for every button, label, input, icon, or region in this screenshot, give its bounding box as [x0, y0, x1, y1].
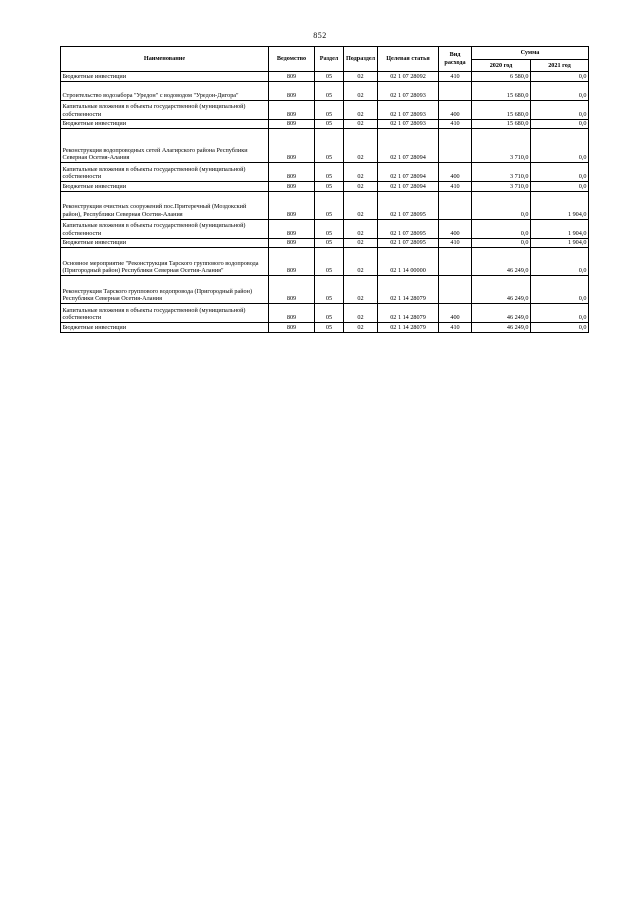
row-section: 05 — [315, 100, 344, 119]
row-expense-type — [439, 81, 472, 100]
row-expense-type — [439, 129, 472, 163]
row-target-article: 02 1 07 28095 — [378, 191, 439, 219]
row-sum-2020: 46 249,0 — [472, 323, 531, 333]
row-sum-2020: 46 249,0 — [472, 304, 531, 323]
row-sum-2021: 0,0 — [531, 129, 589, 163]
header-target-article: Целевая статья — [378, 47, 439, 72]
budget-table — [60, 46, 589, 333]
row-target-article: 02 1 14 28079 — [378, 323, 439, 333]
row-expense-type: 400 — [439, 304, 472, 323]
table-row — [61, 81, 589, 100]
row-target-article: 02 1 07 28095 — [378, 219, 439, 238]
row-expense-type — [439, 248, 472, 276]
row-section: 05 — [315, 182, 344, 192]
row-expense-type: 410 — [439, 182, 472, 192]
header-expense-type: Вид расхода — [439, 47, 472, 72]
header-section: Раздел — [315, 47, 344, 72]
table-row — [61, 238, 589, 248]
row-subsection: 02 — [344, 129, 378, 163]
row-department: 809 — [269, 248, 315, 276]
row-target-article: 02 1 07 28092 — [378, 72, 439, 82]
row-department: 809 — [269, 129, 315, 163]
row-subsection: 02 — [344, 72, 378, 82]
row-name: Капитальные вложения в объекты государственной (муниципальной) собственности — [61, 163, 269, 182]
row-subsection: 02 — [344, 163, 378, 182]
row-department: 809 — [269, 119, 315, 129]
row-name: Бюджетные инвестиции — [61, 182, 269, 192]
row-target-article: 02 1 07 28093 — [378, 100, 439, 119]
row-section: 05 — [315, 72, 344, 82]
row-sum-2020: 0,0 — [472, 238, 531, 248]
row-expense-type: 410 — [439, 238, 472, 248]
row-section: 05 — [315, 191, 344, 219]
row-target-article: 02 1 14 00000 — [378, 248, 439, 276]
row-sum-2021: 0,0 — [531, 304, 589, 323]
row-expense-type: 400 — [439, 163, 472, 182]
row-sum-2020: 3 710,0 — [472, 182, 531, 192]
row-target-article: 02 1 07 28093 — [378, 119, 439, 129]
row-name: Капитальные вложения в объекты государственной (муниципальной) собственности — [61, 100, 269, 119]
row-subsection: 02 — [344, 81, 378, 100]
row-subsection: 02 — [344, 182, 378, 192]
row-name: Реконструкция Тарского группового водопровода (Пригородный район) Республики Северная Осетия-Алания — [61, 276, 269, 304]
row-expense-type: 400 — [439, 100, 472, 119]
row-name: Реконструкция очистных сооружений пос.Притеречный (Моздокский район), Республики Северная Осетия-Алания — [61, 191, 269, 219]
table-row — [61, 191, 589, 219]
row-name: Бюджетные инвестиции — [61, 119, 269, 129]
row-sum-2020: 15 680,0 — [472, 100, 531, 119]
row-target-article: 02 1 14 28079 — [378, 276, 439, 304]
row-sum-2020: 15 680,0 — [472, 119, 531, 129]
row-subsection: 02 — [344, 323, 378, 333]
row-department: 809 — [269, 182, 315, 192]
table-row — [61, 119, 589, 129]
row-sum-2021: 0,0 — [531, 323, 589, 333]
page-number: 852 — [313, 31, 327, 40]
row-department: 809 — [269, 323, 315, 333]
header-name: Наименование — [61, 47, 269, 72]
row-name: Капитальные вложения в объекты государственной (муниципальной) собственности — [61, 304, 269, 323]
row-subsection: 02 — [344, 191, 378, 219]
row-subsection: 02 — [344, 248, 378, 276]
table-row — [61, 163, 589, 182]
row-expense-type — [439, 276, 472, 304]
row-sum-2020: 15 680,0 — [472, 81, 531, 100]
table-body — [61, 72, 589, 333]
table-row — [61, 248, 589, 276]
row-department: 809 — [269, 238, 315, 248]
row-subsection: 02 — [344, 276, 378, 304]
row-subsection: 02 — [344, 238, 378, 248]
row-target-article: 02 1 14 28079 — [378, 304, 439, 323]
row-expense-type: 410 — [439, 119, 472, 129]
row-department: 809 — [269, 163, 315, 182]
row-sum-2021: 1 904,0 — [531, 219, 589, 238]
row-expense-type: 410 — [439, 72, 472, 82]
row-sum-2021: 1 904,0 — [531, 238, 589, 248]
row-subsection: 02 — [344, 100, 378, 119]
row-target-article: 02 1 07 28093 — [378, 81, 439, 100]
row-sum-2020: 6 580,0 — [472, 72, 531, 82]
header-department: Ведомство — [269, 47, 315, 72]
row-department: 809 — [269, 219, 315, 238]
header-year-2020: 2020 год — [472, 60, 531, 72]
table-row — [61, 219, 589, 238]
table-row — [61, 72, 589, 82]
row-section: 05 — [315, 119, 344, 129]
table-row — [61, 100, 589, 119]
row-section: 05 — [315, 323, 344, 333]
row-target-article: 02 1 07 28094 — [378, 182, 439, 192]
row-department: 809 — [269, 100, 315, 119]
row-section: 05 — [315, 81, 344, 100]
row-name: Бюджетные инвестиции — [61, 323, 269, 333]
header-year-2021: 2021 год — [531, 60, 589, 72]
row-section: 05 — [315, 219, 344, 238]
row-department: 809 — [269, 191, 315, 219]
row-department: 809 — [269, 72, 315, 82]
row-section: 05 — [315, 238, 344, 248]
table-row — [61, 129, 589, 163]
row-sum-2020: 0,0 — [472, 191, 531, 219]
table-row — [61, 323, 589, 333]
row-sum-2021: 0,0 — [531, 163, 589, 182]
row-name: Бюджетные инвестиции — [61, 238, 269, 248]
row-sum-2020: 0,0 — [472, 219, 531, 238]
row-sum-2020: 46 249,0 — [472, 276, 531, 304]
row-sum-2021: 0,0 — [531, 182, 589, 192]
row-sum-2021: 0,0 — [531, 119, 589, 129]
header-sum: Сумма — [472, 47, 589, 60]
row-sum-2020: 3 710,0 — [472, 129, 531, 163]
row-name: Бюджетные инвестиции — [61, 72, 269, 82]
row-section: 05 — [315, 163, 344, 182]
row-expense-type — [439, 191, 472, 219]
table-row — [61, 276, 589, 304]
row-sum-2021: 0,0 — [531, 248, 589, 276]
row-target-article: 02 1 07 28095 — [378, 238, 439, 248]
header-subsection: Подраздел — [344, 47, 378, 72]
row-target-article: 02 1 07 28094 — [378, 163, 439, 182]
row-expense-type: 400 — [439, 219, 472, 238]
row-sum-2021: 0,0 — [531, 276, 589, 304]
row-target-article: 02 1 07 28094 — [378, 129, 439, 163]
row-section: 05 — [315, 248, 344, 276]
row-sum-2020: 3 710,0 — [472, 163, 531, 182]
row-name: Реконструкция водопроводных сетей Алагирского района Республики Северная Осетия-Алания — [61, 129, 269, 163]
table-row — [61, 304, 589, 323]
row-name: Капитальные вложения в объекты государственной (муниципальной) собственности — [61, 219, 269, 238]
row-sum-2021: 0,0 — [531, 100, 589, 119]
row-subsection: 02 — [344, 304, 378, 323]
row-name: Основное мероприятие "Реконструкция Тарского группового водопровода (Пригородный район) Республики Северная Осетия-Алания" — [61, 248, 269, 276]
row-department: 809 — [269, 276, 315, 304]
row-sum-2021: 0,0 — [531, 81, 589, 100]
row-department: 809 — [269, 304, 315, 323]
row-section: 05 — [315, 304, 344, 323]
row-department: 809 — [269, 81, 315, 100]
row-section: 05 — [315, 129, 344, 163]
row-subsection: 02 — [344, 119, 378, 129]
row-sum-2021: 1 904,0 — [531, 191, 589, 219]
row-sum-2020: 46 249,0 — [472, 248, 531, 276]
row-sum-2021: 0,0 — [531, 72, 589, 82]
row-expense-type: 410 — [439, 323, 472, 333]
table-row — [61, 182, 589, 192]
row-name: Строительство водозабора "Уредон" с водоводом "Уредон-Дигора" — [61, 81, 269, 100]
row-subsection: 02 — [344, 219, 378, 238]
row-section: 05 — [315, 276, 344, 304]
